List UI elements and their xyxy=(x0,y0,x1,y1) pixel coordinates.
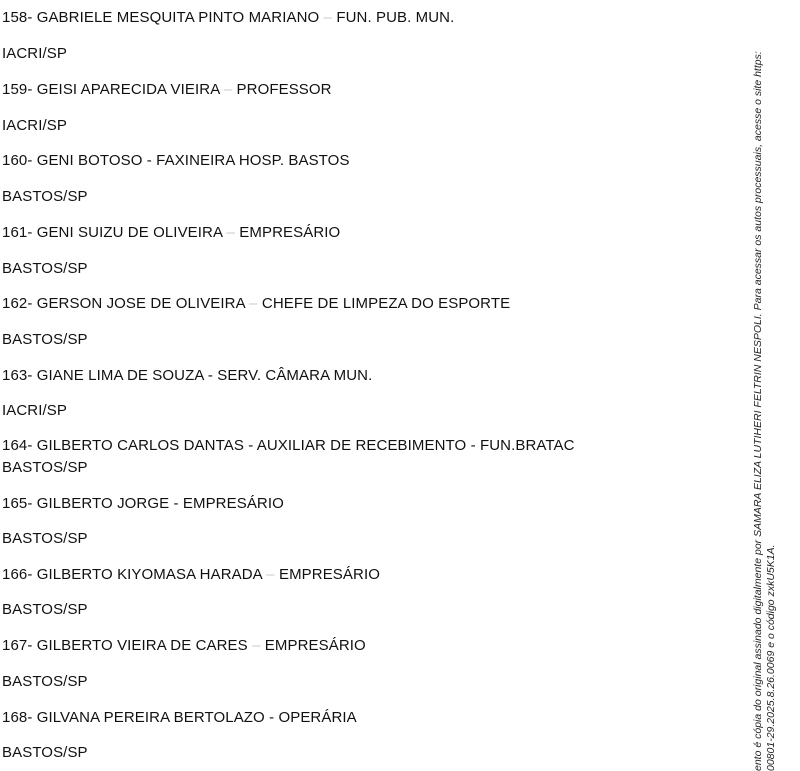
entry-159-line xyxy=(2,81,332,99)
entry-168-line: 168- GILVANA PEREIRA BERTOLAZO - OPERÁRIA xyxy=(2,709,357,726)
entry-168-city: BASTOS/SP xyxy=(2,744,88,761)
entry-occupation: CHEFE DE LIMPEZA DO ESPORTE xyxy=(261,295,511,312)
entry-160-line: 160- GENI BOTOSO - FAXINEIRA HOSP. BASTOS xyxy=(2,152,350,169)
entry-164-line: 164- GILBERTO CARLOS DANTAS - AUXILIAR DE RECEBIMENTO - FUN.BRATAC xyxy=(2,437,575,454)
entry-165-line: 165- GILBERTO JORGE - EMPRESÁRIO xyxy=(2,495,284,512)
entry-occupation: EMPRESÁRIO xyxy=(264,637,366,654)
entry-name: 159- GEISI APARECIDA VIEIRA xyxy=(2,81,220,98)
entry-163-city: IACRI/SP xyxy=(2,402,67,419)
entry-165-city: BASTOS/SP xyxy=(2,530,88,547)
entry-separator: – xyxy=(252,637,261,654)
entry-167-line xyxy=(2,637,366,655)
entry-163-line: 163- GIANE LIMA DE SOUZA - SERV. CÂMARA MUN. xyxy=(2,367,373,384)
entry-158-city: IACRI/SP xyxy=(2,45,67,62)
entry-167-city: BASTOS/SP xyxy=(2,673,88,690)
entry-occupation: PROFESSOR xyxy=(236,81,332,98)
entry-separator: – xyxy=(226,224,236,241)
signature-note-text xyxy=(752,0,800,771)
entry-162-city: BASTOS/SP xyxy=(2,331,88,348)
entry-occupation: FUN. PUB. MUN. xyxy=(336,9,455,26)
entry-name: 167- GILBERTO VIEIRA DE CARES xyxy=(2,637,248,654)
entry-162-line xyxy=(2,295,510,313)
entry-name: 158- GABRIELE MESQUITA PINTO MARIANO xyxy=(2,9,320,26)
entry-name: 162- GERSON JOSE DE OLIVEIRA xyxy=(2,295,245,312)
entry-name: 166- GILBERTO KIYOMASA HARADA xyxy=(2,566,262,583)
signature-note-line-1: ento é cópia do original assinado digitalmente por SAMARA ELIZA LUTIHERI FELTRIN NESPOLI. Para acessar os autos processuais, acesse o site https: xyxy=(752,51,764,771)
digital-signature-note xyxy=(752,0,800,771)
entry-164-city: BASTOS/SP xyxy=(2,459,88,476)
entry-158-line xyxy=(2,9,454,27)
entry-separator: – xyxy=(223,81,233,98)
entry-166-city: BASTOS/SP xyxy=(2,601,88,618)
signature-note-line-2: 00801-29.2025.8.26.0069 e o código zxkU5K1A. xyxy=(765,544,777,771)
entry-separator: – xyxy=(266,566,275,583)
entry-166-line xyxy=(2,566,380,584)
entry-name: 161- GENI SUIZU DE OLIVEIRA xyxy=(2,224,223,241)
entry-separator: – xyxy=(323,9,333,26)
entry-160-city: BASTOS/SP xyxy=(2,188,88,205)
entry-161-line xyxy=(2,224,340,242)
entry-occupation: EMPRESÁRIO xyxy=(278,566,380,583)
entry-159-city: IACRI/SP xyxy=(2,117,67,134)
entry-occupation: EMPRESÁRIO xyxy=(239,224,341,241)
entry-161-city: BASTOS/SP xyxy=(2,260,88,277)
entry-separator: – xyxy=(249,295,258,312)
